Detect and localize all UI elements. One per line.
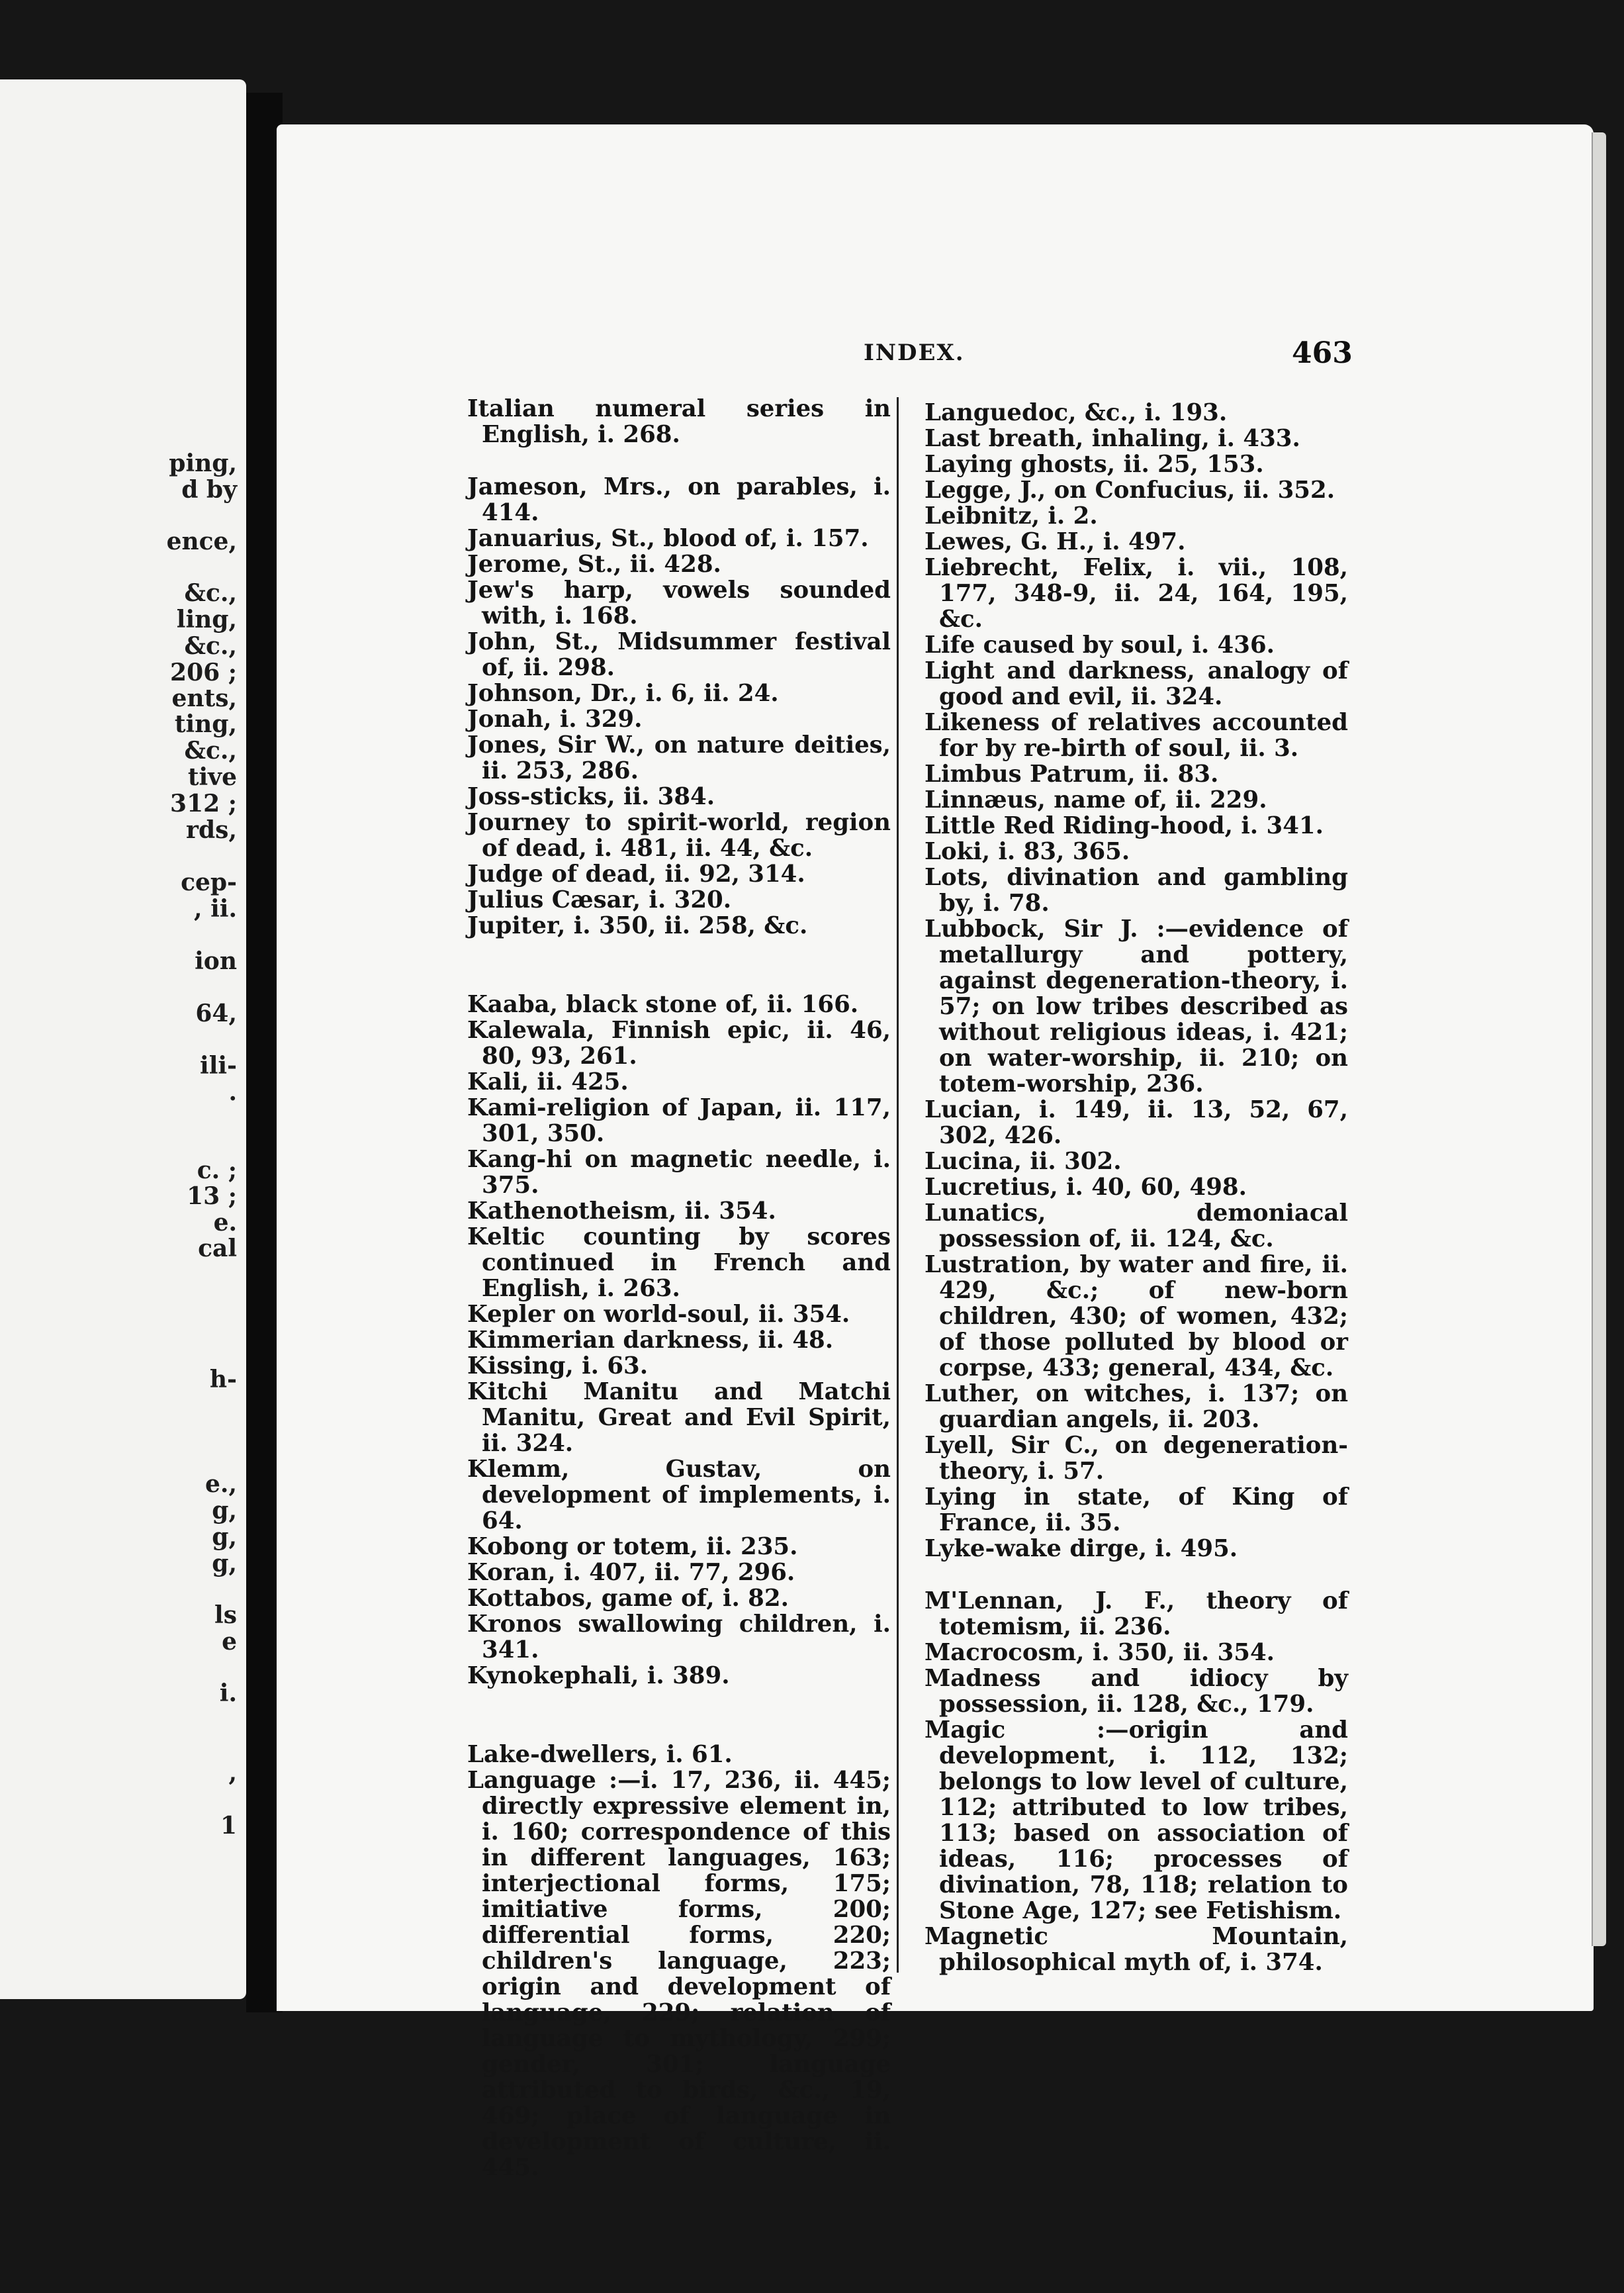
index-entry: Jerome, St., ii. 428. bbox=[467, 551, 721, 578]
index-entry: Madness and idiocy by possession, ii. 128, &c., 179. bbox=[925, 1665, 1348, 1718]
facing-page-fragment: &c., bbox=[184, 632, 237, 660]
index-entry: Jameson, Mrs., on parables, i. 414. bbox=[467, 473, 891, 526]
index-entry: Leibnitz, i. 2. bbox=[925, 502, 1098, 530]
index-column-right bbox=[925, 400, 1348, 1975]
facing-page-fragment: 64, bbox=[195, 1000, 237, 1027]
index-entry: Lewes, G. H., i. 497. bbox=[925, 528, 1186, 555]
facing-page-fragment: g, bbox=[212, 1497, 237, 1524]
index-entry: Language :—i. 17, 236, ii. 445; directly expressive element in, i. 160; correspondence of this in different languages, 163; interjectional forms, 175; imitiative forms, 200; differential forms, 220; children's language, 223; origin and development of language, 229; relation of language to mythology, 299; gender, 301; language attributed to birds, &c., 19, 469; place of language in development of culture, ii. 445. bbox=[467, 1767, 891, 2181]
index-entry: Joss-sticks, ii. 384. bbox=[467, 783, 715, 810]
index-entry: Kali, ii. 425. bbox=[467, 1068, 629, 1096]
index-entry: Jupiter, i. 350, ii. 258, &c. bbox=[467, 912, 808, 939]
index-entry: Keltic counting by scores continued in French and English, i. 263. bbox=[467, 1223, 891, 1302]
facing-page-fragment: e., bbox=[205, 1470, 237, 1498]
facing-page-fragment: e. bbox=[213, 1209, 237, 1237]
index-entry: Kronos swallowing children, i. 341. bbox=[467, 1611, 891, 1663]
index-entry: Kami-religion of Japan, ii. 117, 301, 350. bbox=[467, 1094, 891, 1147]
column-divider bbox=[897, 397, 899, 1973]
index-entry: Lyke-wake dirge, i. 495. bbox=[925, 1535, 1238, 1562]
facing-page-fragment: ping, bbox=[169, 449, 237, 477]
index-entry: Magic :—origin and development, i. 112, 132; belongs to low level of culture, 112; attributed to low tribes, 113; based on association of ideas, 116; processes of divination, 78, 118; relation to Stone Age, 127; see Fetishism. bbox=[925, 1716, 1348, 1924]
running-head: INDEX. bbox=[864, 340, 965, 366]
index-entry: Kang-hi on magnetic needle, i. 375. bbox=[467, 1146, 891, 1199]
index-entry: Kathenotheism, ii. 354. bbox=[467, 1197, 776, 1225]
page-number: 463 bbox=[1292, 336, 1353, 370]
index-entry: Magnetic Mountain, philosophical myth of, i. 374. bbox=[925, 1923, 1348, 1976]
index-entry: Kynokephali, i. 389. bbox=[467, 1662, 730, 1689]
index-entry: Kimmerian darkness, ii. 48. bbox=[467, 1327, 834, 1354]
index-entry: Loki, i. 83, 365. bbox=[925, 838, 1130, 865]
facing-page-fragment: cal bbox=[198, 1235, 237, 1262]
facing-page-fragment: g, bbox=[212, 1523, 237, 1551]
index-entry: Kottabos, game of, i. 82. bbox=[467, 1585, 789, 1612]
facing-page-fragment: &c., bbox=[184, 579, 237, 607]
facing-page-fragment: g, bbox=[212, 1550, 237, 1577]
index-entry: John, St., Midsummer festival of, ii. 298. bbox=[467, 628, 891, 681]
index-entry: Kaaba, black stone of, ii. 166. bbox=[467, 991, 859, 1018]
index-entry: Lake-dwellers, i. 61. bbox=[467, 1741, 733, 1768]
facing-page-fragment: rds, bbox=[186, 816, 237, 844]
index-entry: Lyell, Sir C., on degeneration-theory, i. 57. bbox=[925, 1432, 1348, 1485]
facing-page-fragment: 206 ; bbox=[170, 659, 237, 686]
index-entry: Klemm, Gustav, on development of implements, i. 64. bbox=[467, 1456, 891, 1534]
index-entry: Lucina, ii. 302. bbox=[925, 1148, 1122, 1175]
index-entry: Kepler on world-soul, ii. 354. bbox=[467, 1301, 850, 1328]
index-entry: Lucretius, i. 40, 60, 498. bbox=[925, 1174, 1247, 1201]
index-entry: Lots, divination and gambling by, i. 78. bbox=[925, 864, 1348, 917]
facing-page-left bbox=[0, 79, 246, 1999]
index-entry: Life caused by soul, i. 436. bbox=[925, 632, 1275, 659]
facing-page-fragment: i. bbox=[219, 1679, 237, 1707]
index-entry: Light and darkness, analogy of good and evil, ii. 324. bbox=[925, 657, 1348, 710]
index-entry: Jonah, i. 329. bbox=[467, 706, 643, 733]
index-entry: Kobong or totem, ii. 235. bbox=[467, 1533, 798, 1560]
facing-page-fragment: ling, bbox=[176, 606, 237, 633]
index-entry: Kalewala, Finnish epic, ii. 46, 80, 93, 261. bbox=[467, 1017, 891, 1070]
facing-page-fragment: ence, bbox=[166, 528, 237, 555]
index-entry: Languedoc, &c., i. 193. bbox=[925, 399, 1228, 426]
facing-page-fragment: ili- bbox=[200, 1052, 237, 1080]
index-entry: Koran, i. 407, ii. 77, 296. bbox=[467, 1559, 795, 1586]
index-entry: Liebrecht, Felix, i. vii., 108, 177, 348-9, ii. 24, 164, 195, &c. bbox=[925, 554, 1348, 633]
index-entry: Kitchi Manitu and Matchi Manitu, Great and Evil Spirit, ii. 324. bbox=[467, 1378, 891, 1457]
index-entry: Jew's harp, vowels sounded with, i. 168. bbox=[467, 577, 891, 630]
index-entry: Johnson, Dr., i. 6, ii. 24. bbox=[467, 680, 779, 707]
index-entry: Jones, Sir W., on nature deities, ii. 253, 286. bbox=[467, 731, 891, 784]
index-entry: Julius Cæsar, i. 320. bbox=[467, 886, 732, 913]
facing-page-fragment: &c., bbox=[184, 737, 237, 765]
index-entry: Lubbock, Sir J. :—evidence of metallurgy and pottery, against degeneration-theory, i. 57; on low tribes described as without religious ideas, i. 421; on water-worship, ii. 210; on totem-worship, 236. bbox=[925, 915, 1348, 1098]
index-entry: Januarius, St., blood of, i. 157. bbox=[467, 525, 869, 552]
index-entry: Luther, on witches, i. 137; on guardian angels, ii. 203. bbox=[925, 1380, 1348, 1433]
facing-page-fragment: ting, bbox=[174, 710, 237, 738]
facing-page-fragment: , bbox=[228, 1759, 237, 1787]
index-entry: Likeness of relatives accounted for by re-birth of soul, ii. 3. bbox=[925, 709, 1348, 762]
index-entry: Kissing, i. 63. bbox=[467, 1352, 649, 1380]
index-entry: Lucian, i. 149, ii. 13, 52, 67, 302, 426. bbox=[925, 1096, 1348, 1149]
index-entry: Lustration, by water and fire, ii. 429, &c.; of new-born children, 430; of women, 432; of those polluted by blood or corpse, 433; general, 434, &c. bbox=[925, 1251, 1348, 1381]
page-edge bbox=[1592, 132, 1606, 1946]
facing-page-fragment: . bbox=[228, 1078, 237, 1106]
index-entry: Little Red Riding-hood, i. 341. bbox=[925, 812, 1324, 839]
index-entry: Lying in state, of King of France, ii. 35. bbox=[925, 1483, 1348, 1536]
index-entry: Last breath, inhaling, i. 433. bbox=[925, 425, 1300, 452]
index-entry: Linnæus, name of, ii. 229. bbox=[925, 786, 1267, 814]
index-entry: M'Lennan, J. F., theory of totemism, ii. 236. bbox=[925, 1587, 1348, 1640]
index-entry: Journey to spirit-world, region of dead, i. 481, ii. 44, &c. bbox=[467, 809, 891, 862]
facing-page-fragment: c. ; bbox=[197, 1156, 237, 1184]
index-entry: Laying ghosts, ii. 25, 153. bbox=[925, 451, 1264, 478]
facing-page-fragment: tive bbox=[187, 763, 237, 791]
index-column-left bbox=[467, 396, 891, 2180]
index-entry: Legge, J., on Confucius, ii. 352. bbox=[925, 477, 1335, 504]
index-entry: Italian numeral series in English, i. 268. bbox=[467, 395, 891, 448]
facing-page-fragment: h- bbox=[209, 1366, 237, 1393]
index-entry: Limbus Patrum, ii. 83. bbox=[925, 761, 1219, 788]
facing-page-fragment: , ii. bbox=[194, 895, 237, 923]
facing-page-fragment: 13 ; bbox=[187, 1182, 237, 1210]
facing-page-fragment: ls bbox=[214, 1601, 237, 1629]
facing-page-fragment: e bbox=[222, 1628, 237, 1656]
facing-page-fragment: ion bbox=[195, 947, 237, 975]
facing-page-fragment: d by bbox=[181, 476, 237, 504]
facing-page-fragment: ents, bbox=[171, 684, 237, 712]
index-entry: Macrocosm, i. 350, ii. 354. bbox=[925, 1639, 1275, 1666]
facing-page-fragment: cep- bbox=[181, 868, 237, 896]
index-entry: Judge of dead, ii. 92, 314. bbox=[467, 861, 805, 888]
index-entry: Lunatics, demoniacal possession of, ii. 124, &c. bbox=[925, 1199, 1348, 1252]
facing-page-fragment: 1 bbox=[220, 1812, 237, 1840]
facing-page-fragment: 312 ; bbox=[170, 790, 237, 818]
